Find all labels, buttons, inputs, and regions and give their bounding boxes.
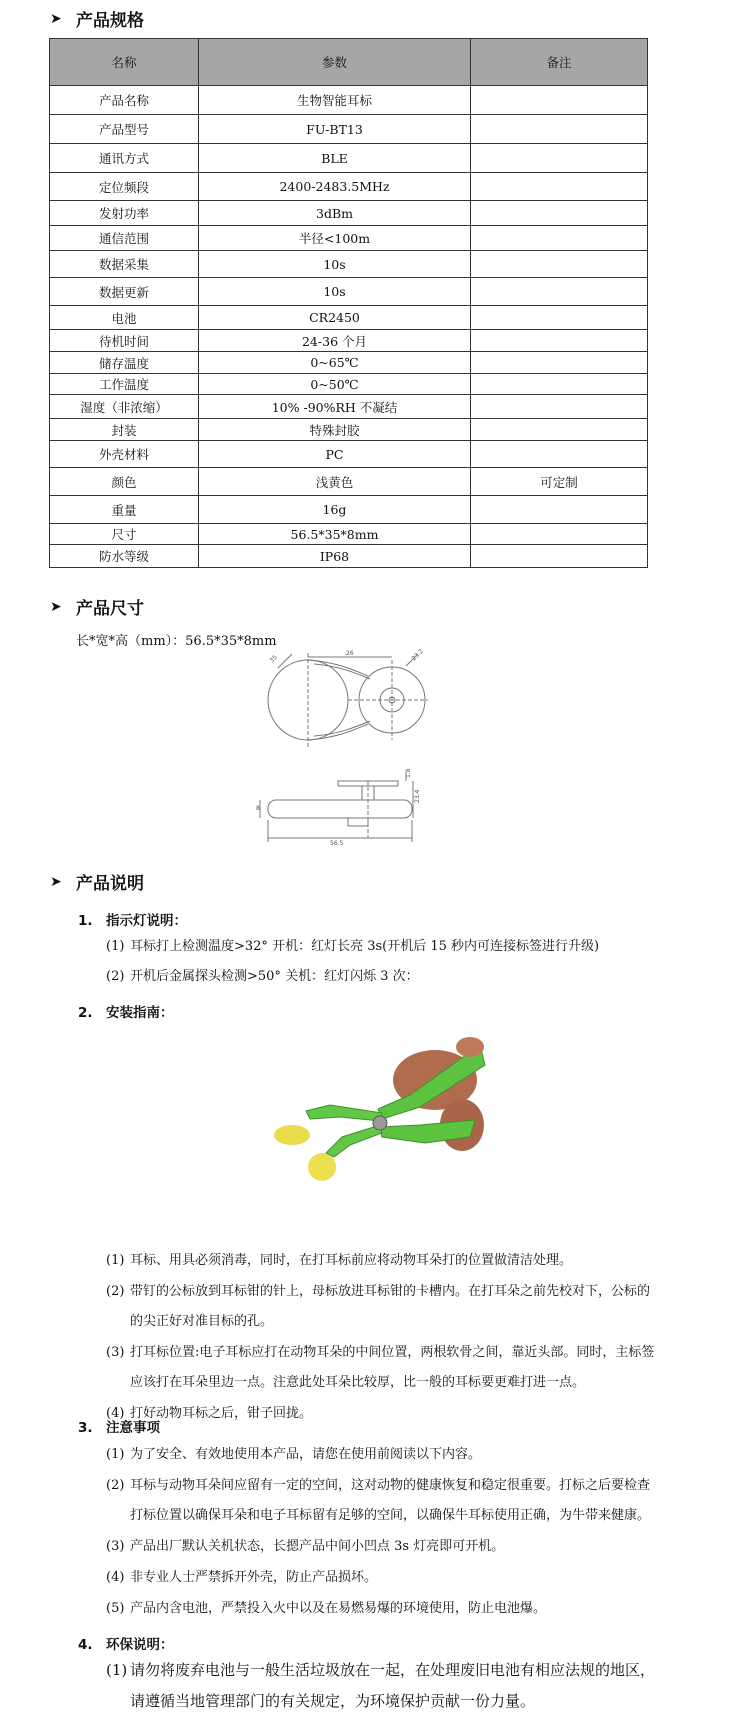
arrow-bullet-icon: ➤ (50, 598, 62, 615)
row-name: 待机时间 (50, 330, 199, 352)
table-row (50, 115, 648, 144)
table-row (50, 468, 648, 496)
row-value: FU-BT13 (199, 115, 471, 144)
row-value: 半径<100m (199, 226, 471, 251)
dim-side-label: 23.4 (414, 789, 421, 803)
desc-section-heading (50, 869, 144, 894)
row-name: 发射功率 (50, 201, 199, 226)
row-name: 工作温度 (50, 374, 199, 395)
spec-section-heading (50, 6, 144, 31)
table-row (50, 278, 648, 306)
row-value: 10s (199, 251, 471, 278)
table-row (50, 201, 648, 226)
ear-tag-yellow-bottom (308, 1153, 336, 1181)
row-value: 3dBm (199, 201, 471, 226)
row-note (471, 86, 648, 115)
row-name: 封装 (50, 419, 199, 441)
row-name: 湿度（非浓缩） (50, 395, 199, 419)
list-item: (4) 非专业人士严禁拆开外壳，防止产品损坏。 (106, 1570, 378, 1585)
list-item: (3) 产品出厂默认关机状态，长摁产品中间小凹点 3s 灯亮即可开机。 (106, 1539, 505, 1554)
row-value: 2400-2483.5MHz (199, 173, 471, 201)
dim-height-label: 8 (256, 805, 260, 812)
row-note (471, 496, 648, 524)
row-note (471, 278, 648, 306)
pliers-pivot (373, 1116, 387, 1130)
row-name: 通信范围 (50, 226, 199, 251)
row-value: BLE (199, 144, 471, 173)
row-name: 数据采集 (50, 251, 199, 278)
arrow-bullet-icon: ➤ (50, 873, 62, 890)
row-note: 可定制 (471, 468, 648, 496)
list-item: (2) 耳标与动物耳朵间应留有一定的空间，这对动物的健康恢复和稳定很重要。打标之后要检查 打标位置以确保耳朵和电子耳标留有足够的空间，以确保牛耳标使用正确，为牛带来健康。 (106, 1478, 651, 1523)
row-value: CR2450 (199, 306, 471, 330)
size-text: 长*宽*高（mm）：56.5*35*8mm (76, 634, 277, 649)
dim-top-label: 26 (346, 650, 354, 657)
row-value: 16g (199, 496, 471, 524)
pliers-jaw-lower (326, 1125, 382, 1157)
row-value: 10% -90%RH 不凝结 (199, 395, 471, 419)
row-name: 通讯方式 (50, 144, 199, 173)
table-row (50, 441, 648, 468)
section-4-title: 4. 环保说明： (78, 1637, 174, 1653)
row-note (471, 395, 648, 419)
row-name: 电池 (50, 306, 199, 330)
row-name: 产品型号 (50, 115, 199, 144)
row-note (471, 306, 648, 330)
row-note (471, 374, 648, 395)
size-section-title: 产品尺寸 (76, 599, 144, 619)
spec-section-title: 产品规格 (76, 11, 144, 31)
row-note (471, 352, 648, 374)
table-row (50, 496, 648, 524)
side-view-body (268, 800, 412, 818)
header-value: 参数 (199, 39, 471, 86)
table-row (50, 545, 648, 568)
row-note (471, 201, 648, 226)
dim-length-label: 56.5 (330, 840, 344, 847)
table-row (50, 374, 648, 395)
row-note (471, 115, 648, 144)
ear-tag-pliers-image (270, 1025, 490, 1215)
row-note (471, 441, 648, 468)
row-note (471, 524, 648, 545)
list-item: (4) 打好动物耳标之后，钳子回拢。 (106, 1406, 313, 1421)
row-note (471, 251, 648, 278)
dim-small-label: 1.8 (405, 768, 412, 778)
row-value: 生物智能耳标 (199, 86, 471, 115)
header-note: 备注 (471, 39, 648, 86)
ear-tag-yellow-top (274, 1125, 310, 1145)
row-value: 0~50℃ (199, 374, 471, 395)
table-row (50, 352, 648, 374)
row-value: 24-36 个月 (199, 330, 471, 352)
row-note (471, 226, 648, 251)
list-item: (3) 打耳标位置:电子耳标应打在动物耳朵的中间位置，两根软骨之间，靠近头部。同时，主标签 应该打在耳朵里边一点。注意此处耳朵比较厚，比一般的耳标要更难打进一点。 (106, 1345, 655, 1390)
section-1-title: 1. 指示灯说明： (78, 913, 187, 929)
table-row (50, 395, 648, 419)
size-section-heading (50, 594, 144, 619)
desc-section-title: 产品说明 (76, 874, 144, 894)
section-3-title: 3. 注意事项 (78, 1420, 160, 1436)
list-item: (1) 为了安全、有效地使用本产品，请您在使用前阅读以下内容。 (106, 1447, 482, 1462)
table-row (50, 306, 648, 330)
row-name: 产品名称 (50, 86, 199, 115)
spec-table (49, 38, 648, 568)
table-row (50, 173, 648, 201)
table-row (50, 226, 648, 251)
table-row (50, 524, 648, 545)
list-item: (1) 耳标、用具必须消毒，同时，在打耳标前应将动物耳朵打的位置做清洁处理。 (106, 1253, 573, 1268)
table-row (50, 86, 648, 115)
list-item: (2) 开机后金属探头检测>50° 关机：红灯闪烁 3 次： (106, 969, 419, 984)
table-row (50, 251, 648, 278)
row-name: 颜色 (50, 468, 199, 496)
row-value: 0~65℃ (199, 352, 471, 374)
dim-left-dia-label: 35 (268, 653, 279, 665)
row-name: 储存温度 (50, 352, 199, 374)
row-note (471, 545, 648, 568)
table-row (50, 144, 648, 173)
row-name: 外壳材料 (50, 441, 199, 468)
row-note (471, 173, 648, 201)
spec-table-header (50, 39, 648, 86)
row-name: 尺寸 (50, 524, 199, 545)
list-item: (5) 产品内含电池，严禁投入火中以及在易燃易爆的环境使用，防止电池爆。 (106, 1601, 547, 1616)
pliers-jaw-upper (306, 1105, 382, 1121)
row-value: 浅黄色 (199, 468, 471, 496)
row-note (471, 330, 648, 352)
row-note (471, 144, 648, 173)
row-note (471, 419, 648, 441)
dimension-drawing (258, 648, 480, 846)
section-2-title: 2. 安装指南： (78, 1005, 174, 1021)
row-value: 10s (199, 278, 471, 306)
table-row (50, 419, 648, 441)
row-value: 56.5*35*8mm (199, 524, 471, 545)
row-value: IP68 (199, 545, 471, 568)
dim-right-dia-label: 23.2 (410, 647, 425, 663)
row-value: 特殊封胶 (199, 419, 471, 441)
row-name: 重量 (50, 496, 199, 524)
row-name: 定位频段 (50, 173, 199, 201)
arrow-bullet-icon: ➤ (50, 10, 62, 27)
list-item: (1) 请勿将废弃电池与一般生活垃圾放在一起，在处理废旧电池有相应法规的地区， 请遵循当地管理部门的有关规定，为环境保护贡献一份力量。 (106, 1661, 656, 1710)
row-name: 数据更新 (50, 278, 199, 306)
row-name: 防水等级 (50, 545, 199, 568)
header-name: 名称 (50, 39, 199, 86)
list-item: (1) 耳标打上检测温度>32° 开机：红灯长亮 3s(开机后 15 秒内可连接标签进行升级) (106, 939, 600, 954)
table-row (50, 330, 648, 352)
list-item: (2) 带钉的公标放到耳标钳的针上，母标放进耳标钳的卡槽内。在打耳朵之前先校对下，公标的 的尖正好对准目标的孔。 (106, 1284, 651, 1329)
row-value: PC (199, 441, 471, 468)
